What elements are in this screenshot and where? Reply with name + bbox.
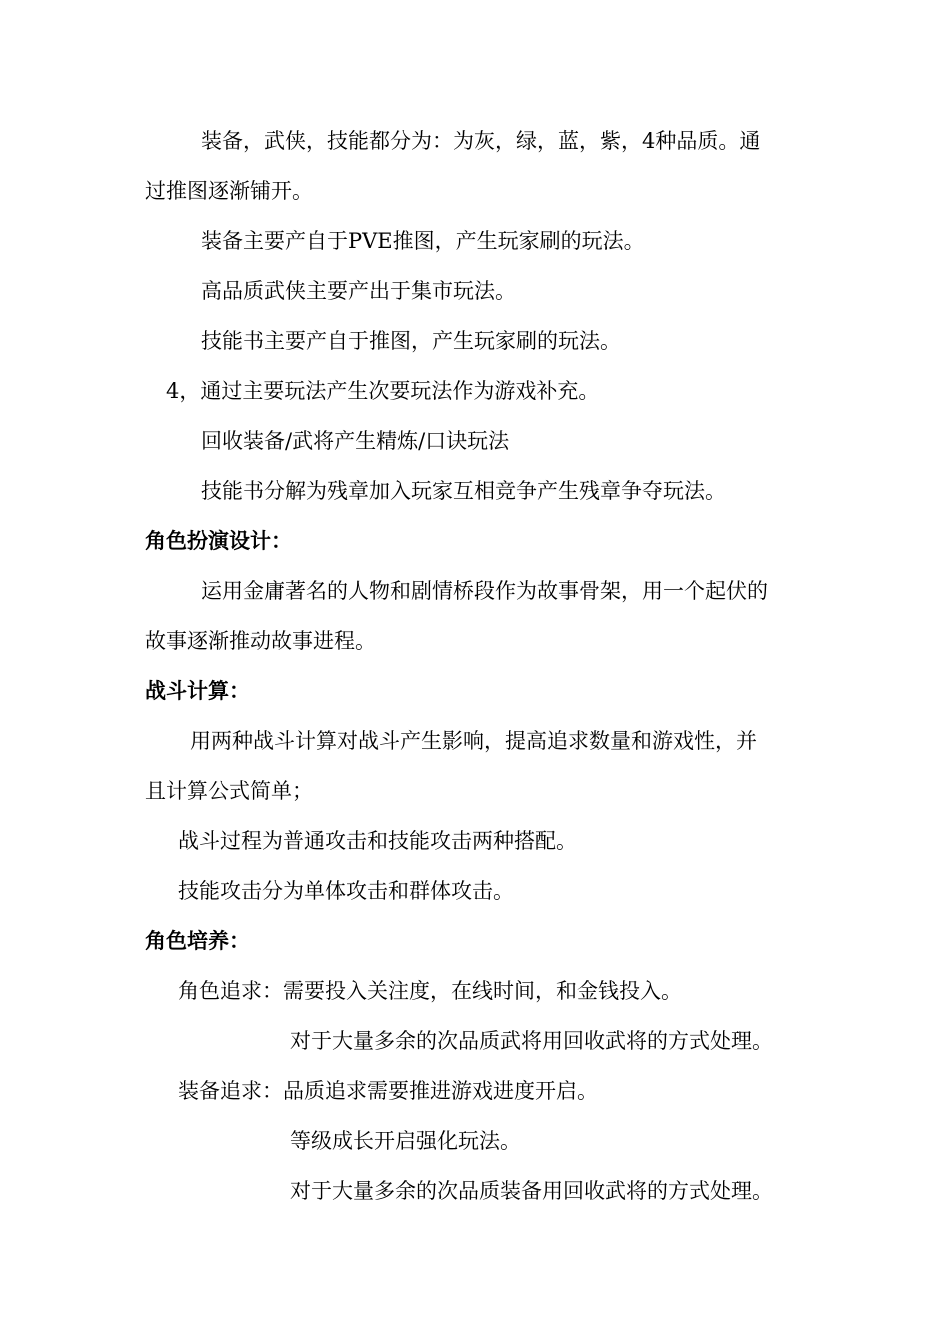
equip-pursuit-line2: 等级成长开启强化玩法。: [290, 1129, 521, 1153]
role-pursuit-line2: 对于大量多余的次品质武将用回收武将的方式处理。: [290, 1029, 773, 1053]
role-pursuit-line1: 角色追求：需要投入关注度，在线时间，和金钱投入。: [178, 979, 682, 1003]
combat-line3: 战斗过程为普通攻击和技能攻击两种搭配。: [178, 829, 577, 853]
roleplay-line2: 故事逐渐推动故事进程。: [145, 629, 376, 653]
fragment-gameplay-line: 技能书分解为残章加入玩家互相竞争产生残章争夺玩法。: [201, 479, 726, 503]
quality-intro-line2: 过推图逐渐铺开。: [145, 179, 313, 203]
skillbook-source-line: 技能书主要产自于推图，产生玩家刷的玩法。: [201, 329, 621, 353]
growth-heading: 角色培养：: [145, 928, 250, 953]
combat-line4: 技能攻击分为单体攻击和群体攻击。: [178, 879, 514, 903]
equip-pursuit-line3: 对于大量多余的次品质装备用回收武将的方式处理。: [290, 1179, 773, 1203]
combat-heading: 战斗计算：: [145, 678, 250, 703]
roleplay-line1: 运用金庸著名的人物和剧情桥段作为故事骨架，用一个起伏的: [201, 579, 768, 603]
equip-pursuit-line1: 装备追求：品质追求需要推进游戏进度开启。: [178, 1079, 598, 1103]
hero-source-line: 高品质武侠主要产出于集市玩法。: [201, 279, 516, 303]
quality-intro-line1: 装备，武侠，技能都分为：为灰，绿，蓝，紫，4种品质。通: [201, 129, 761, 153]
equipment-source-line: 装备主要产自于PVE推图，产生玩家刷的玩法。: [201, 229, 645, 253]
recycle-gameplay-line: 回收装备/武将产生精炼/口诀玩法: [201, 429, 510, 453]
roleplay-heading: 角色扮演设计：: [145, 528, 292, 553]
secondary-gameplay-item: 4，通过主要玩法产生次要玩法作为游戏补充。: [166, 379, 600, 403]
combat-line2: 且计算公式简单；: [145, 779, 313, 803]
combat-line1: 用两种战斗计算对战斗产生影响，提高追求数量和游戏性，并: [190, 729, 757, 753]
